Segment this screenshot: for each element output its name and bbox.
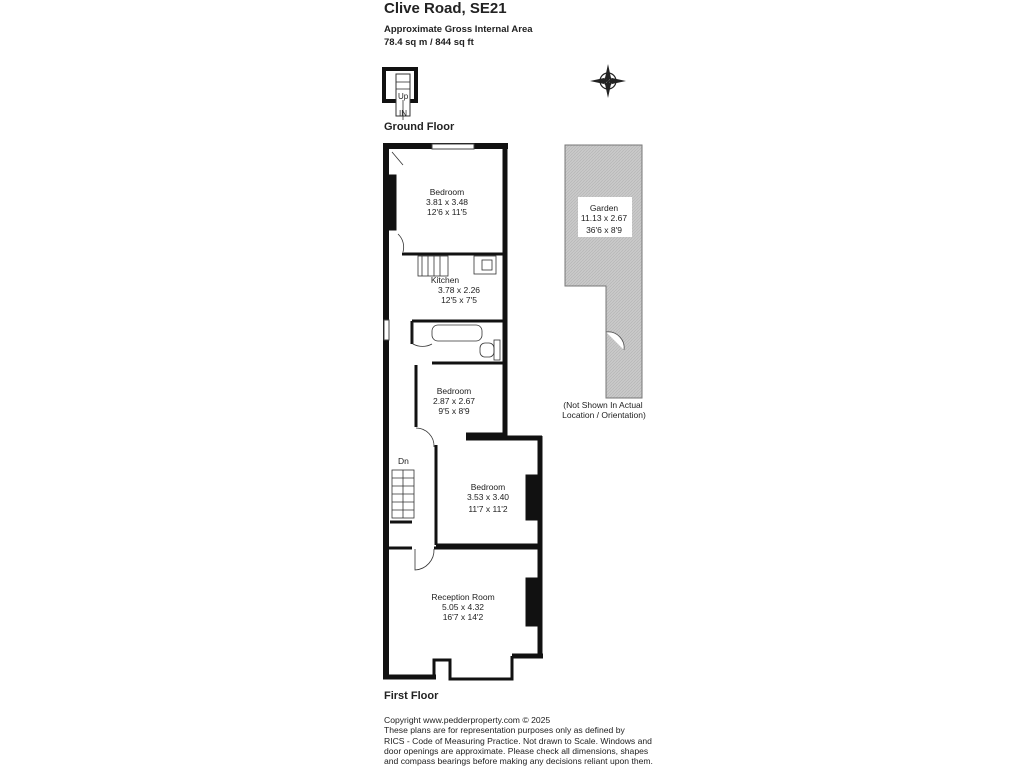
kitchen-name: Kitchen [430, 275, 460, 285]
compass-icon [590, 64, 626, 98]
bedroom3-imperial: 11'7 x 11'2 [468, 504, 508, 514]
stairs-down-label: Dn [398, 456, 409, 466]
ground-floor-label: Ground Floor [384, 121, 455, 133]
area-heading: Approximate Gross Internal Area [384, 24, 533, 35]
first-floor-label: First Floor [384, 690, 439, 702]
garden-plan [565, 145, 642, 398]
disclaimer-line: and compass bearings before making any decisions reliant upon them. [384, 756, 653, 767]
disclaimer-line: Copyright www.pedderproperty.com © 2025 [384, 715, 551, 725]
kitchen-imperial: 12'5 x 7'5 [441, 295, 477, 305]
bedroom1-imperial: 12'6 x 11'5 [427, 207, 467, 217]
entrance-ground-floor [384, 69, 416, 120]
staircase-icon [392, 470, 414, 518]
reception-name: Reception Room [431, 592, 495, 602]
entrance-in-label: IN [399, 109, 407, 118]
page-title: Clive Road, SE21 [384, 0, 507, 17]
reception-metric: 5.05 x 4.32 [441, 602, 485, 612]
garden-metric: 11.13 x 2.67 [580, 213, 628, 223]
stairs-up-label: Up [398, 92, 409, 101]
windows [384, 144, 474, 340]
compass-letter: N [604, 76, 612, 88]
garden-name: Garden [589, 203, 619, 213]
bedroom2-name: Bedroom [436, 386, 472, 396]
bedroom3-name: Bedroom [470, 482, 506, 492]
disclaimer [384, 715, 653, 766]
bathroom-fittings [432, 325, 500, 360]
garden-note-line2: Location / Orientation) [562, 410, 646, 420]
area-value: 78.4 sq m / 844 sq ft [384, 37, 474, 48]
bedroom1-metric: 3.81 x 3.48 [425, 197, 469, 207]
garden-imperial: 36'6 x 8'9 [586, 225, 622, 235]
reception-imperial: 16'7 x 14'2 [442, 612, 484, 622]
garden-note-line1: (Not Shown In Actual [563, 400, 643, 410]
kitchen-units [418, 256, 496, 276]
bedroom2-imperial: 9'5 x 8'9 [438, 406, 470, 416]
disclaimer-line: These plans are for representation purposes only as defined by [384, 725, 625, 736]
bedroom1-name: Bedroom [429, 187, 465, 197]
disclaimer-line: door openings are approximate. Please check all dimensions, shapes [384, 745, 649, 756]
bedroom3-metric: 3.53 x 3.40 [466, 492, 510, 502]
disclaimer-line: RICS - Code of Measuring Practice. Not drawn to Scale. Windows and [384, 735, 652, 746]
bedroom2-metric: 2.87 x 2.67 [432, 396, 476, 406]
kitchen-metric: 3.78 x 2.26 [437, 285, 481, 295]
